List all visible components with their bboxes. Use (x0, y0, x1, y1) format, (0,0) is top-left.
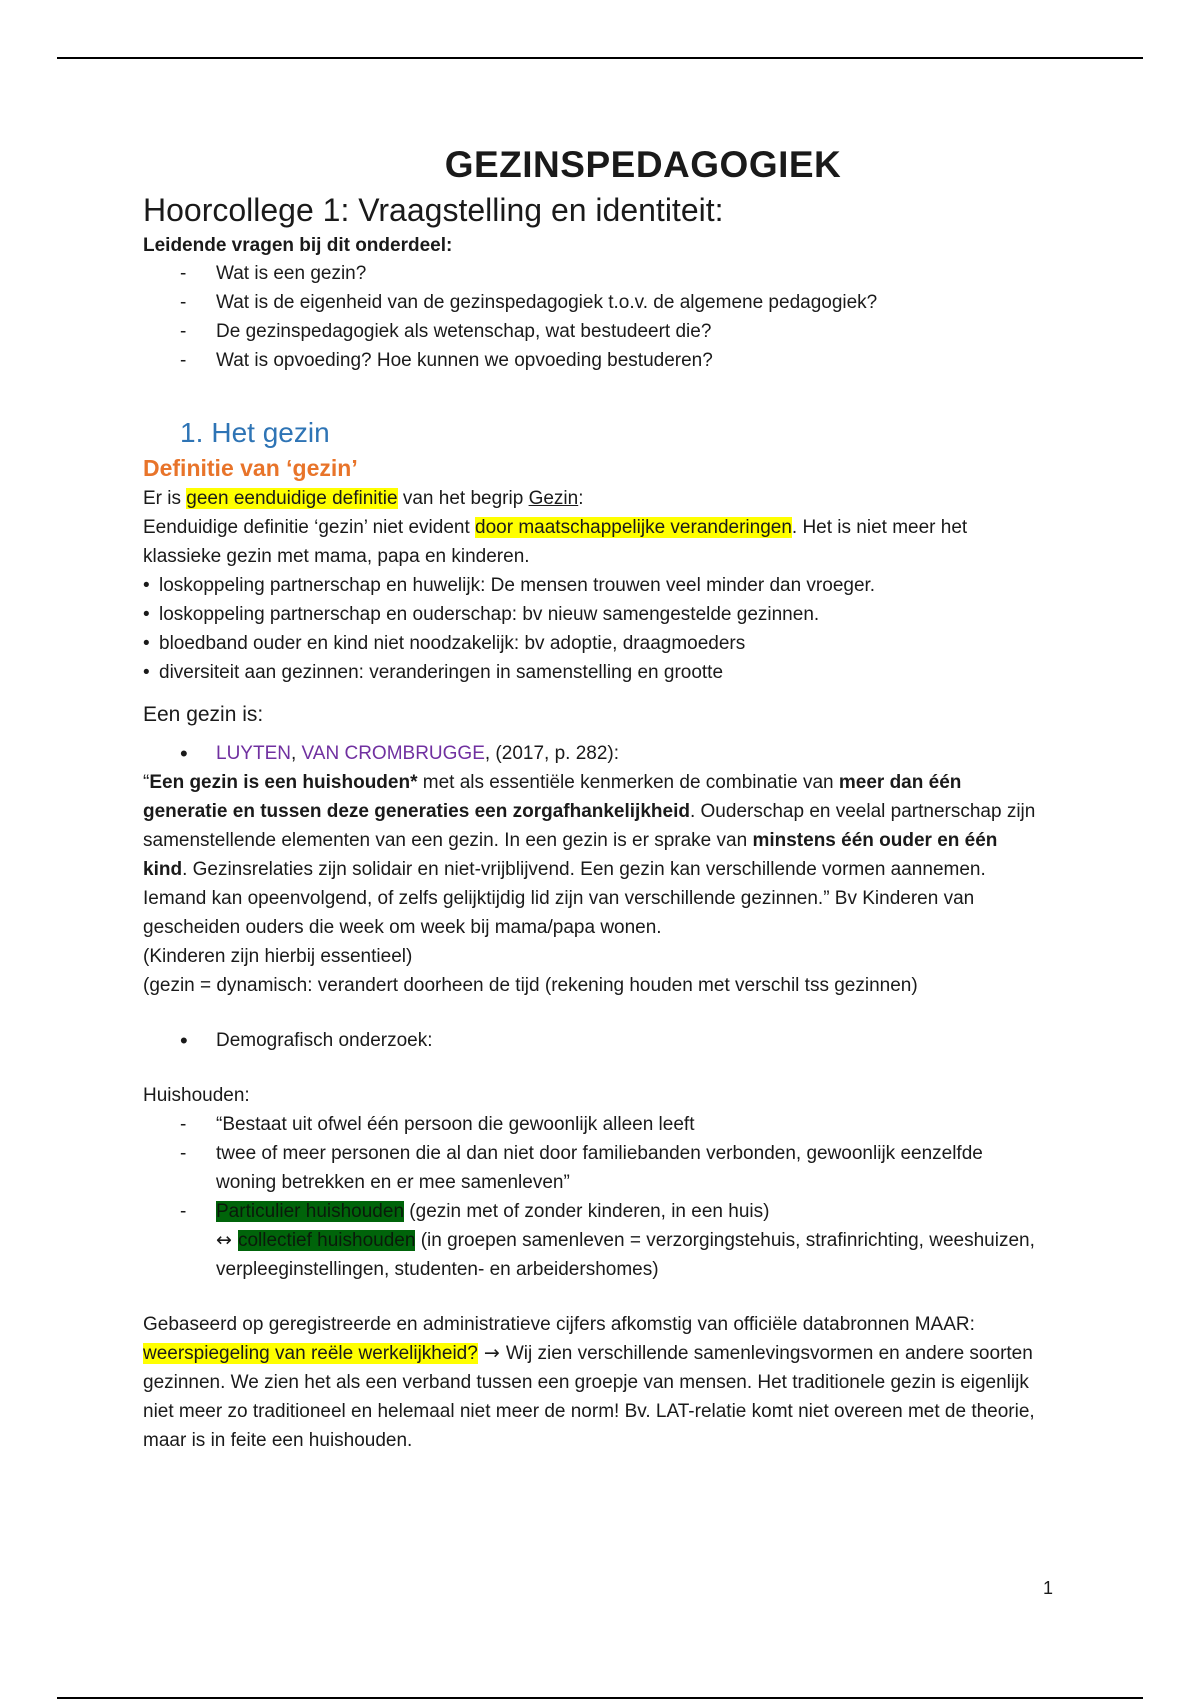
underlined-term: Gezin (528, 488, 579, 509)
bidirectional-arrow-icon: ↔ (216, 1229, 238, 1251)
document-page (143, 144, 1043, 1455)
list-item: - twee of meer personen die al dan niet door familiebanden verbonden, gewoonlijk eenzelfde woning betrekken en er mee samenleven” (143, 1139, 1043, 1197)
section-number: 1. (180, 417, 204, 448)
huishouden-label: Huishouden: (143, 1085, 250, 1106)
highlight: geen eenduidige definitie (186, 488, 398, 509)
demografisch-item: • Demografisch onderzoek: (143, 1026, 1043, 1055)
subsection-heading: Definitie van ‘gezin’ (143, 455, 358, 481)
een-gezin-is-heading: Een gezin is: (143, 703, 264, 726)
highlight: collectief huishouden (237, 1230, 416, 1251)
list-item: • diversiteit aan gezinnen: veranderingen in samenstelling en grootte (143, 658, 1043, 687)
citation-item: • LUYTEN, VAN CROMBRUGGE, (2017, p. 282): (143, 739, 1043, 768)
list-item: • loskoppeling partnerschap en ouderschap: bv nieuw samengestelde gezinnen. (143, 600, 1043, 629)
highlight: door maatschappelijke veranderingen (475, 517, 792, 538)
list-item: - Wat is de eigenheid van de gezinspedagogiek t.o.v. de algemene pedagogiek? (143, 288, 1043, 317)
highlight: Particulier huishouden (216, 1201, 405, 1222)
lead-questions-list (143, 259, 1043, 375)
lead-questions-label: Leidende vragen bij dit onderdeel: (143, 235, 453, 256)
highlight: weerspiegeling van reële werkelijkheid? (143, 1343, 478, 1364)
list-item: - Particulier huishouden (gezin met of zonder kinderen, in een huis) ↔ collectief huishouden (in groepen samenleven = verzorgingstehuis, strafinrichting, weeshuizen, verpleeginstellingen, studenten- en arbeidershomes) (143, 1197, 1043, 1284)
list-item: • loskoppeling partnerschap en huwelijk: De mensen trouwen veel minder dan vroeger. (143, 571, 1043, 600)
list-item: - Wat is een gezin? (143, 259, 1043, 288)
list-item: - De gezinspedagogiek als wetenschap, wat bestudeert die? (143, 317, 1043, 346)
note-line: (gezin = dynamisch: verandert doorheen de tijd (rekening houden met verschil tss gezinnen) (143, 975, 918, 996)
note-line: (Kinderen zijn hierbij essentieel) (143, 946, 413, 967)
footer-rule (57, 1697, 1143, 1699)
lecture-heading: Hoorcollege 1: Vraagstelling en identiteit: (143, 192, 724, 228)
list-item: - Wat is opvoeding? Hoe kunnen we opvoeding bestuderen? (143, 346, 1043, 375)
change-bullets (143, 571, 1043, 687)
huishouden-list (143, 1110, 1043, 1284)
definition-quote: “Een gezin is een huishouden* met als essentiële kenmerken de combinatie van meer dan één generatie en tussen deze generaties een zorgafhankelijkheid. Ouderschap en veelal partnerschap zijn samenstellende elementen van een gezin. In een gezin is er sprake van minstens één ouder en één kind. Gezinsrelaties zijn solidair en niet-vrijblijvend. Een gezin kan verschillende vormen aannemen. Iemand kan opeenvolgend, of zelfs gelijktijdig lid zijn van verschillende gezinnen.” Bv Kinderen van gescheiden ouders die week om week bij mama/papa wonen. (143, 772, 1036, 938)
paragraph-conclusion: Gebaseerd op geregistreerde en administratieve cijfers afkomstig van officiële databronnen MAAR: weerspiegeling van reële werkelijkheid? → Wij zien verschillende samenlevingsvormen en andere soorten gezinnen. We zien het als een verband tussen een groepje van mensen. Het traditionele gezin is eigenlijk niet meer zo traditioneel en helemaal niet meer de norm! Bv. LAT-relatie komt niet overeen met de theorie, maar is in feite een huishouden. (143, 1314, 1035, 1451)
list-item: - “Bestaat uit ofwel één persoon die gewoonlijk alleen leeft (143, 1110, 1043, 1139)
section-title: Het gezin (211, 417, 330, 448)
author-link: VAN CROMBRUGGE (301, 743, 485, 764)
page-number: 1 (1043, 1578, 1054, 1598)
header-rule (57, 57, 1143, 59)
right-arrow-icon: → (477, 1342, 506, 1364)
document-title: GEZINSPEDAGOGIEK (444, 144, 842, 185)
paragraph-definition: Er is geen eenduidige definitie van het begrip Gezin: (143, 488, 584, 509)
list-item: • bloedband ouder en kind niet noodzakelijk: bv adoptie, draagmoeders (143, 629, 1043, 658)
section-heading (180, 417, 1043, 449)
paragraph-evident: Eenduidige definitie ‘gezin’ niet evident door maatschappelijke veranderingen. Het is niet meer het klassieke gezin met mama, papa en kinderen. (143, 517, 968, 567)
author-link: LUYTEN (216, 743, 291, 764)
